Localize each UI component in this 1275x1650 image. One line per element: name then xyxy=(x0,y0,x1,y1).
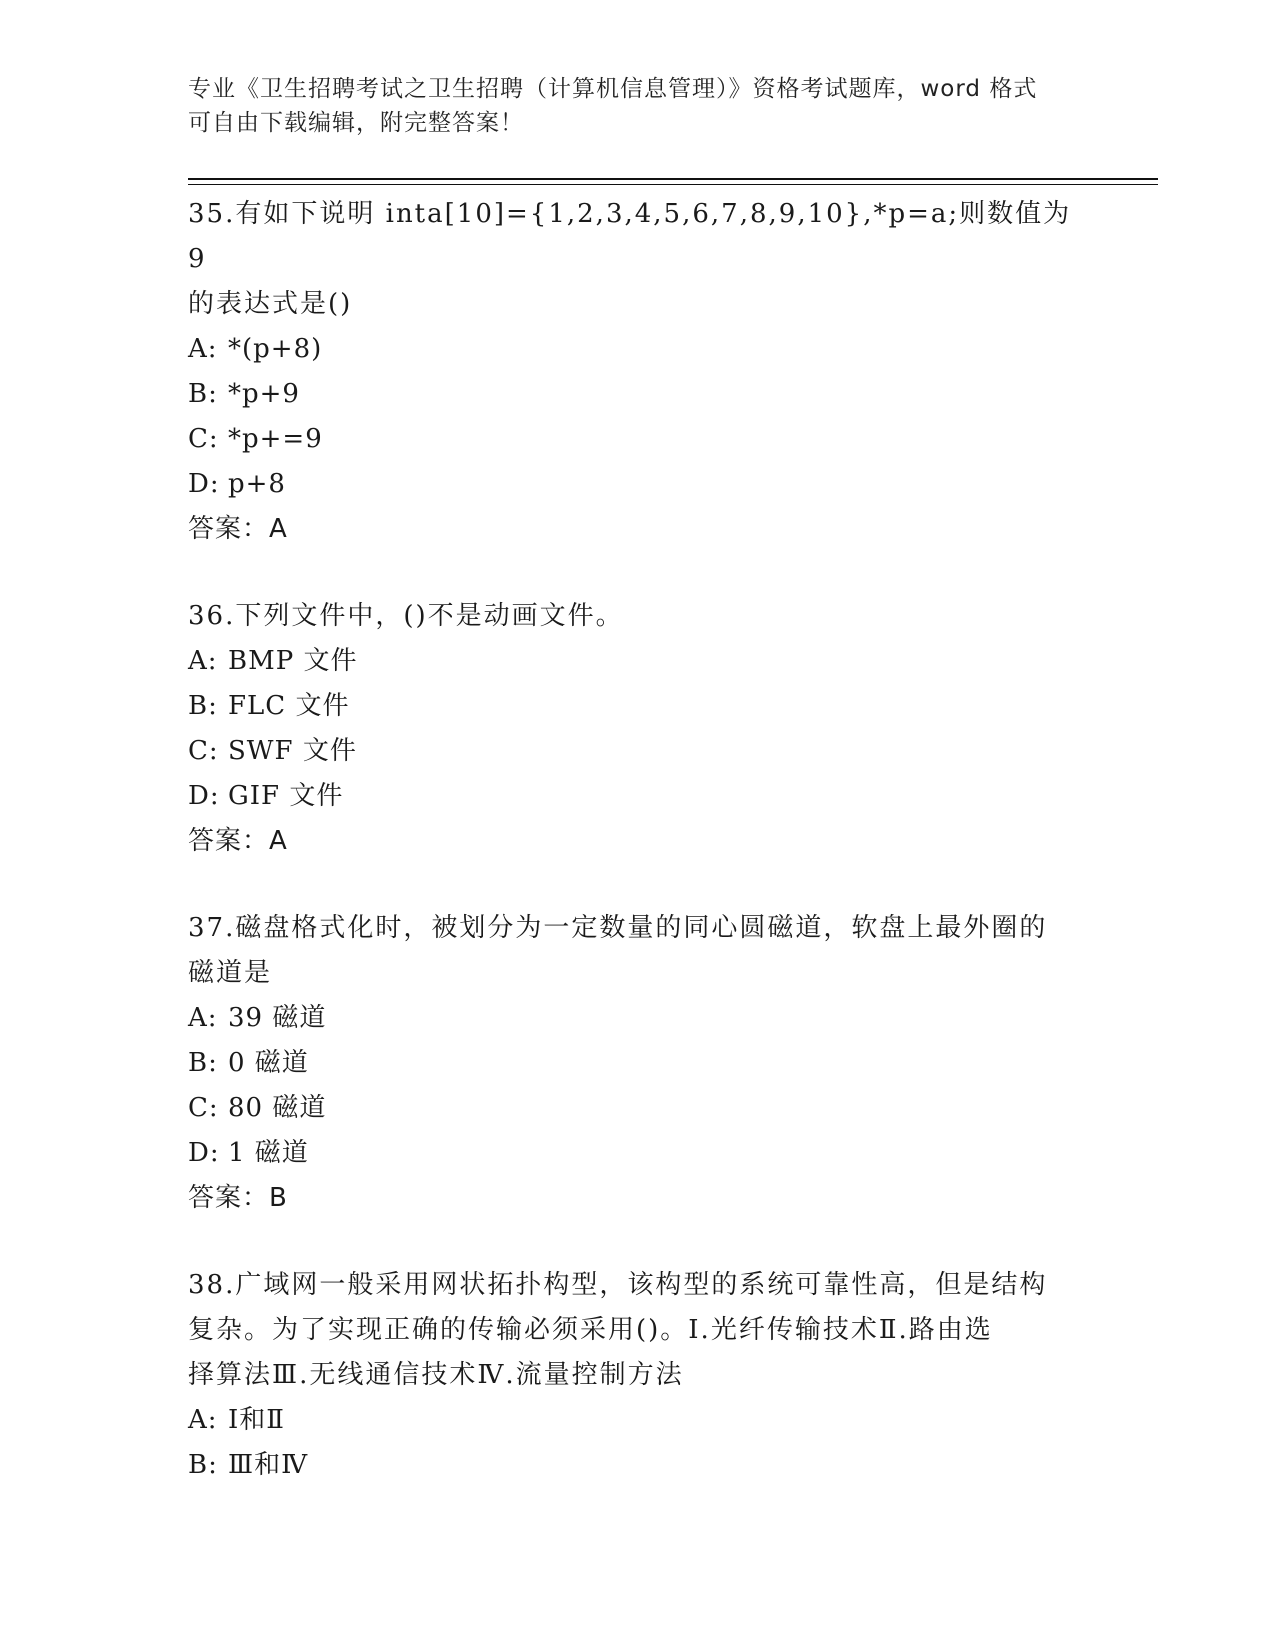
answer-option xyxy=(188,774,1088,819)
option-text: p+8 xyxy=(228,469,286,499)
option-text: GIF 文件 xyxy=(228,781,344,811)
option-text: 39 磁道 xyxy=(228,1003,327,1033)
option-letter: B: xyxy=(188,379,218,409)
question-text: 磁道是 xyxy=(188,958,273,988)
option-text: Ⅲ和Ⅳ xyxy=(228,1450,309,1480)
answer-label: 答案： xyxy=(188,1183,270,1213)
question-stem-continued xyxy=(188,1308,1088,1353)
option-letter: D: xyxy=(188,781,220,811)
option-letter: A: xyxy=(188,334,218,364)
answer-option xyxy=(188,996,1088,1041)
answer-option xyxy=(188,1086,1088,1131)
option-text: 1 磁道 xyxy=(228,1138,309,1168)
answer-option xyxy=(188,1131,1088,1176)
question-number: 37. xyxy=(188,913,236,943)
question-text: 下列文件中，()不是动画文件。 xyxy=(235,601,624,631)
answer-value: A xyxy=(269,826,288,856)
question-text: 有如下说明 inta[10]={1,2,3,4,5,6,7,8,9,10},*p=a;则数值为 9 xyxy=(188,199,1072,274)
question-block xyxy=(188,192,1088,552)
question-text: 磁盘格式化时，被划分为一定数量的同心圆磁道，软盘上最外圈的 xyxy=(235,913,1048,943)
answer-option xyxy=(188,729,1088,774)
option-letter: A: xyxy=(188,646,218,676)
option-text: BMP 文件 xyxy=(228,646,358,676)
answer-option xyxy=(188,462,1088,507)
question-block xyxy=(188,906,1088,1221)
option-letter: A: xyxy=(188,1405,218,1435)
answer-option xyxy=(188,684,1088,729)
answer-label: 答案： xyxy=(188,826,270,856)
option-text: Ⅰ和Ⅱ xyxy=(228,1405,285,1435)
header-line-1: 专业《卫生招聘考试之卫生招聘（计算机信息管理）》资格考试题库，word 格式 xyxy=(188,76,1038,102)
question-text: 的表达式是() xyxy=(188,289,353,319)
question-stem-continued xyxy=(188,1353,1088,1398)
option-text: FLC 文件 xyxy=(228,691,350,721)
answer-value: A xyxy=(269,514,288,544)
header-line-2: 可自由下载编辑，附完整答案！ xyxy=(188,110,524,136)
question-list xyxy=(188,192,1088,1530)
option-letter: B: xyxy=(188,1048,218,1078)
question-number: 38. xyxy=(188,1270,236,1300)
answer-line xyxy=(188,1176,1088,1221)
question-text: 复杂。为了实现正确的传输必须采用()。Ⅰ.光纤传输技术Ⅱ.路由选 xyxy=(188,1315,993,1345)
option-text: 0 磁道 xyxy=(228,1048,309,1078)
option-letter: C: xyxy=(188,1093,219,1123)
option-text: *p+9 xyxy=(228,379,300,409)
answer-line xyxy=(188,507,1088,552)
option-text: 80 磁道 xyxy=(228,1093,327,1123)
answer-option xyxy=(188,1398,1088,1443)
option-text: *(p+8) xyxy=(228,334,323,364)
answer-option xyxy=(188,417,1088,462)
option-text: *p+=9 xyxy=(228,424,323,454)
question-text: 择算法Ⅲ.无线通信技术Ⅳ.流量控制方法 xyxy=(188,1360,684,1390)
header-rule-thin xyxy=(188,184,1158,185)
option-letter: A: xyxy=(188,1003,218,1033)
answer-option xyxy=(188,372,1088,417)
option-letter: C: xyxy=(188,424,219,454)
question-block xyxy=(188,594,1088,864)
question-stem xyxy=(188,192,1088,282)
option-text: SWF 文件 xyxy=(228,736,357,766)
document-header xyxy=(188,72,1088,140)
header-rule-thick xyxy=(188,178,1158,180)
question-text: 广域网一般采用网状拓扑构型，该构型的系统可靠性高，但是结构 xyxy=(235,1270,1048,1300)
question-stem xyxy=(188,1263,1088,1308)
question-stem-continued xyxy=(188,951,1088,996)
option-letter: D: xyxy=(188,1138,220,1168)
option-letter: B: xyxy=(188,691,218,721)
answer-line xyxy=(188,819,1088,864)
answer-option xyxy=(188,1041,1088,1086)
question-number: 35. xyxy=(188,199,236,229)
question-stem xyxy=(188,906,1088,951)
option-letter: D: xyxy=(188,469,220,499)
question-stem-continued xyxy=(188,282,1088,327)
answer-label: 答案： xyxy=(188,514,270,544)
option-letter: B: xyxy=(188,1450,218,1480)
answer-option xyxy=(188,639,1088,684)
question-number: 36. xyxy=(188,601,236,631)
answer-option xyxy=(188,1443,1088,1488)
question-block xyxy=(188,1263,1088,1488)
answer-option xyxy=(188,327,1088,372)
answer-value: B xyxy=(269,1183,288,1213)
option-letter: C: xyxy=(188,736,219,766)
question-stem xyxy=(188,594,1088,639)
